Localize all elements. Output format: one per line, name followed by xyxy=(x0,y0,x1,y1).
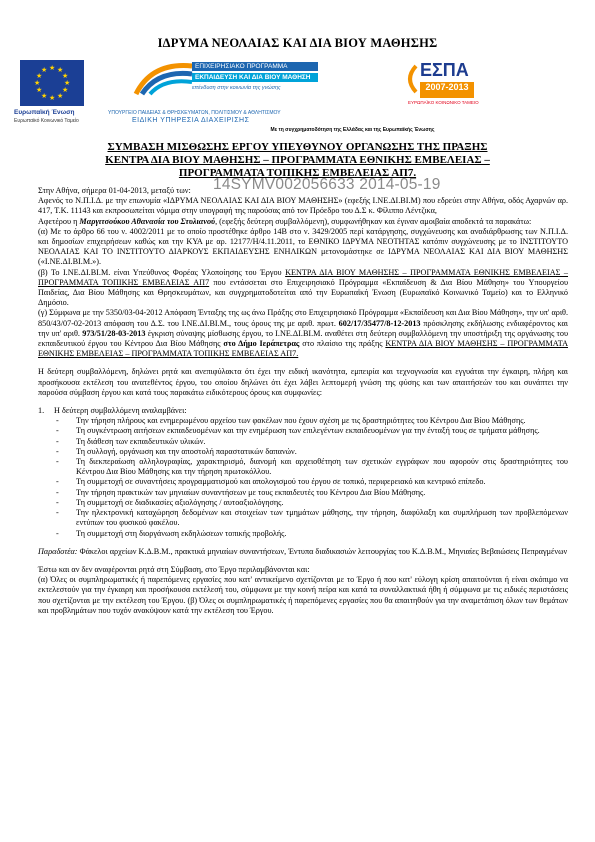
title-line-1: ΣΥΜΒΑΣΗ ΜΙΣΘΩΣΗΣ ΕΡΓΟΥ ΥΠΕΥΘΥΝΟΥ ΟΡΓΑΝΩΣΗΣ ΤΗΣ ΠΡΑΞΗΣ xyxy=(107,141,488,153)
list-heading-text: Η δεύτερη συμβαλλόμενη αναλαμβάνει: xyxy=(54,406,187,416)
party2-name: Μαργιτσούκου Αθανασία του Στυλιανού xyxy=(79,216,216,226)
title-line-2: ΚΕΝΤΡΑ ΔΙΑ ΒΙΟΥ ΜΑΘΗΣΗΣ – ΠΡΟΓΡΑΜΜΑΤΑ ΕΘΝΙΚΗΣ ΕΜΒΕΛΕΙΑΣ – xyxy=(105,154,490,166)
obligations-list xyxy=(38,416,568,538)
espa-sun-icon xyxy=(402,64,418,94)
espa-years: 2007-2013 xyxy=(420,82,474,98)
para-b-project: ΚΕΝΤΡΑ ΔΙΑ ΒΙΟΥ ΜΑΘΗΣΗΣ – ΠΡΟΓΡΑΜΜΑΤΑ ΕΘΝΙΚΗΣ ΕΜΒΕΛΕΙΑΣ – ΠΡΟΓΡΑΜΜΑΤΑ ΤΟΠΙΚΗΣ ΕΜΒΕΛΕΙΑΣ ΑΠ7 xyxy=(38,267,569,287)
para-c-part1: (γ) Σύμφωνα με την 5350/03-04-2012 Απόφαση Ένταξης της ως άνω Πράξης στο Επιχειρησιακό Πρόγραμμα «Εκπαίδευση και Δια Βίου Μάθηση», την υπ' αριθ. 850/43/07-02-2013 απόφαση του Δ.Σ. του Ι.ΝΕ.ΔΙ.ΒΙ.Μ., τους όρους της με αριθ. πρωτ. xyxy=(38,308,568,328)
eu-flag-logo: ★ ★ ★ ★ ★ ★ ★ ★ ★ ★ ★ ★ xyxy=(20,60,84,106)
contract-title xyxy=(0,141,595,180)
list-number: 1. xyxy=(38,406,45,416)
list-item: - Τη συμμετοχή στη διοργάνωση εκδηλώσεων τοπικής προβολής. xyxy=(56,529,568,539)
paragraph-declaration: Η δεύτερη συμβαλλόμενη, δηλώνει ρητά και ανεπιφύλακτα ότι έχει την ειδική ικανότητα, εμπειρία και τεχνογνωσία και εγγυάται την έγκαιρη, πλήρη και προσήκουσα εκτέλεση του ανατεθέντος έργου, του οποίου δηλώνει ότι έχει λάβει λεπτομερή γνώση της φύσης και των απαιτήσεών του και συνάπτει την παρούσα σύμβαση έργου και κατά τους παρακάτω ειδικότερους όρους και συμφωνίες: xyxy=(38,367,568,397)
paragraph-date: Στην Αθήνα, σήμερα 01-04-2013, μεταξύ των: xyxy=(38,186,191,195)
organization-title: ΙΔΡΥΜΑ ΝΕΟΛΑΙΑΣ ΚΑΙ ΔΙΑ ΒΙΟΥ ΜΑΘΗΣΗΣ xyxy=(157,36,438,50)
paragraph-c xyxy=(38,308,568,359)
cofunding-text: Με τη συγχρηματοδότηση της Ελλάδας και της Ευρωπαϊκής Ένωσης xyxy=(270,127,435,133)
espa-word: ΕΣΠΑ xyxy=(420,60,469,80)
paragraph-b xyxy=(38,268,568,309)
para-c-part3: έγκριση σύναψης μίσθωσης έργου, το Ι.ΝΕ.ΔΙ.ΒΙ.Μ. αναθέτει στη δεύτερη συμβαλλόμενη την υποστήριξη της οργάνωσης του εκπαιδευτικού έργου του Κέντρου Δια Βίου Μάθησης xyxy=(38,328,568,349)
programme-arc-icon xyxy=(132,60,196,96)
paragraph-scope: Έστω και αν δεν αναφέρονται ρητά στη Σύμβαση, στο Έργο περιλαμβάνονται και: xyxy=(38,564,310,574)
title-line-3: ΠΡΟΓΡΑΜΜΑΤΑ ΤΟΠΙΚΗΣ ΕΜΒΕΛΕΙΑΣ ΑΠ7. xyxy=(178,167,417,179)
eu-caption xyxy=(14,109,94,125)
obligations-heading xyxy=(38,406,568,416)
para-b-part1: (β) Το Ι.ΝΕ.ΔΙ.ΒΙ.Μ. είναι Υπεύθυνος Φορέας Υλοποίησης του Έργου xyxy=(38,267,286,277)
list-item: - Την ηλεκτρονική καταχώρηση δεδομένων και στοιχείων των τμημάτων μάθησης, την τήρηση, διαφύλαξη και συμπλήρωση των προβλεπόμενων εντύπων του φυσικού φακέλου. xyxy=(56,508,568,528)
programme-slogan: επένδυση στην κοινωνία της γνώσης xyxy=(192,85,281,91)
cofunding-line xyxy=(0,127,595,133)
para-c-municipality: στο Δήμο Ιεράπετρας xyxy=(223,339,300,349)
deliverables-text: Φάκελοι αρχείων Κ.Δ.Β.Μ., πρακτικά μηνιαίων συναντήσεων, Έντυπα διαδικασιών λειτουργίας του Κ.Δ.Β.Μ., Μηνιαίες Βεβαιώσεις Πεπραγμένων xyxy=(77,546,568,556)
para-c-project: ΚΕΝΤΡΑ ΔΙΑ ΒΙΟΥ ΜΑΘΗΣΗΣ – ΠΡΟΓΡΑΜΜΑΤΑ ΕΘΝΙΚΗΣ ΕΜΒΕΛΕΙΑΣ – ΠΡΟΓΡΑΜΜΑΤΑ ΤΟΠΙΚΗΣ ΕΜΒΕΛΕΙΑΣ ΑΠ7. xyxy=(38,339,569,359)
eu-subcaption-text: Ευρωπαϊκό Κοινωνικό Ταμείο xyxy=(14,118,79,124)
espa-subtitle: ΕΥΡΩΠΑΪΚΟ ΚΟΙΝΩΝΙΚΟ ΤΑΜΕΙΟ xyxy=(408,100,479,105)
programme-line2: ΕΚΠΑΙΔΕΥΣΗ ΚΑΙ ΔΙΑ ΒΙΟΥ ΜΑΘΗΣΗ xyxy=(192,73,318,82)
contract-body xyxy=(38,186,568,616)
programme-line1: ΕΠΙΧΕΙΡΗΣΙΑΚΟ ΠΡΟΓΡΑΜΜΑ xyxy=(192,62,318,71)
para-c-ref2: 973/51/28-03-2013 xyxy=(82,328,146,338)
paragraph-deliverables xyxy=(38,547,568,557)
deliverables-label: Παραδοτέα: xyxy=(38,546,78,556)
list-item: - Τη συγκέντρωση αιτήσεων εκπαιδευομένων και την ενημέρωση των επιλεγέντων εκπαιδευομένων για την ένταξή τους σε τμήματα μάθησης. xyxy=(56,426,568,436)
agency-text: ΕΙΔΙΚΗ ΥΠΗΡΕΣΙΑ ΔΙΑΧΕΙΡΙΣΗΣ xyxy=(132,117,250,124)
ministry-text: ΥΠΟΥΡΓΕΙΟ ΠΑΙΔΕΙΑΣ & ΘΡΗΣΚΕΥΜΑΤΩΝ, ΠΟΛΙΤΙΣΜΟΥ & ΑΘΛΗΤΙΣΜΟΥ xyxy=(108,110,281,116)
paragraph-party-2 xyxy=(38,217,568,227)
paragraph-scope-details: (α) Όλες οι συμπληρωματικές ή παρεπόμενες εργασίες που κατ' αντικείμενο σχετίζονται με το Έργο ή που κατ' εύλογη κρίση απαιτούνται ή είναι σκόπιμο να εκτελεστούν για την έγκαιρη και προσήκουσα εκτέλεσή του, σύμφωνα με την κοινή πείρα και κατά τα συναλλακτικά ήθη ή σύμφωνα με τις ειδικές περιστάσεις που σχετίζονται με την εκτέλεση του Έργου. (β) Όλες οι συμπληρωματικές ή παρεπόμενες εργασίες που θα απαιτηθούν για την αναμετάπιση όλων των θεμάτων και προβλημάτων που τυχόν ανακύψουν κατά την εκτέλεση του Έργου. xyxy=(38,575,568,615)
list-item: - Τη συμμετοχή σε συναντήσεις προγραμματισμού και απολογισμού του έργου σε τοπικό, περιφερειακό και κεντρικό επίπεδο. xyxy=(56,477,568,487)
eu-caption-text: Ευρωπαϊκή Ένωση xyxy=(14,109,75,116)
para-c-part2: πρόσκλησης εκδήλωσης ενδιαφέροντος και την υπ' αριθ. xyxy=(38,318,568,338)
paragraph-party-1: Αφενός το Ν.Π.Ι.Δ. με την επωνυμία «ΙΔΡΥΜΑ ΝΕΟΛΑΙΑΣ ΚΑΙ ΔΙΑ ΒΙΟΥ ΜΑΘΗΣΗΣ» (εφεξής Ι.ΝΕ.ΔΙ.ΒΙ.Μ) που εδρεύει στην Αθήνα, οδός Αχαρνών αρ. 417, Τ.Κ. 11143 και εκπροσωπείται νόμιμα στην υπογραφή της παρούσας από τον Πρόεδρο του Δ.Σ κ. Φίλιππο Λέντζικα, xyxy=(38,196,568,216)
list-item: - Την τήρηση πρακτικών των μηνιαίων συναντήσεων με τους εκπαιδευτές του Κέντρου Δια Βίου Μάθησης. xyxy=(56,488,568,498)
para-c-part4: στο πλαίσιο της πράξης xyxy=(299,339,386,349)
party2-suffix: , (εφεξής δεύτερη συμβαλλόμενη), συμφωνήθηκαν και έγιναν αμοιβαία αποδεκτά τα παρακάτω: xyxy=(215,216,532,226)
list-item: - Την τήρηση πλήρους και ενημερωμένου αρχείου των φακέλων που έχουν σχέση με τις δραστηριότητες του Κέντρου Δια Βίου Μάθησης. xyxy=(56,416,568,426)
list-item: - Τη συμμετοχή σε διαδικασίες αξιολόγησης / αυτοαξιολόγησης. xyxy=(56,498,568,508)
party2-prefix: Αφετέρου η xyxy=(38,216,80,226)
espa-logo xyxy=(398,60,478,118)
para-b-part2: που εντάσσεται στο Επιχειρησιακό Πρόγραμμα «Εκπαίδευση & Δια Βίου Μάθηση» του Υπουργείου Παιδείας, Δια Βίου Μάθησης και Θρησκευμάτων, και συγχρηματοδοτείται από την Ευρωπαϊκή Ένωση (Ευρωπαϊκό Κοινωνικό Ταμείο) και το Ελληνικό Δημόσιο. xyxy=(38,277,568,308)
list-item: - Τη διάθεση των εκπαιδευτικών υλικών. xyxy=(56,437,568,447)
paragraph-a: (α) Με το άρθρο 66 του ν. 4002/2011 με το οποίο προστέθηκε άρθρο 14Β στο ν. 3429/2005 περί κατάργησης, συγχώνευσης και αναδιάρθρωσης των Ν.Π.Ι.Δ. και δημοσίων επιχειρήσεων καθώς και την ΚΥΑ με αρ. 12177/Η/4.11.2011, το ΕΘΝΙΚΟ ΙΔΡΥΜΑ ΝΕΟΤΗΤΑΣ κατόπιν συγχώνευσης με το ΙΝΣΤΙΤΟΥΤΟ ΝΕΟΛΑΙΑΣ ΚΑΙ ΤΟ ΙΝΣΤΙΤΟΥΤΟ ΔΙΑΡΚΟΥΣ ΕΚΠΑΙΔΕΥΣΗΣ ΕΝΗΛΙΚΩΝ μετονομάστηκε σε ΙΔΡΥΜΑ ΝΕΟΛΑΙΑΣ ΚΑΙ ΔΙΑ ΒΙΟΥ ΜΑΘΗΣΗΣ («Ι.ΝΕ.ΔΙ.ΒΙ.Μ.»). xyxy=(38,226,568,267)
list-item: - Τη συλλογή, οργάνωση και την αποστολή παραστατικών δαπανών. xyxy=(56,447,568,457)
para-c-ref1: 602/17/35477/8-12-2013 xyxy=(338,318,421,328)
registry-stamp: 14SYMV002056633 2014-05-19 xyxy=(213,176,441,193)
operational-programme-logo xyxy=(132,60,312,108)
list-item: - Τη διεκπεραίωση αλληλογραφίας, χαρακτηρισμό, διανομή και αρχειοθέτηση των σχετικών εγγράφων που αφορούν στις δραστηριότητες του Κέντρου Δια Βίου Μάθησης και την τήρηση πρωτοκόλλου. xyxy=(56,457,568,477)
